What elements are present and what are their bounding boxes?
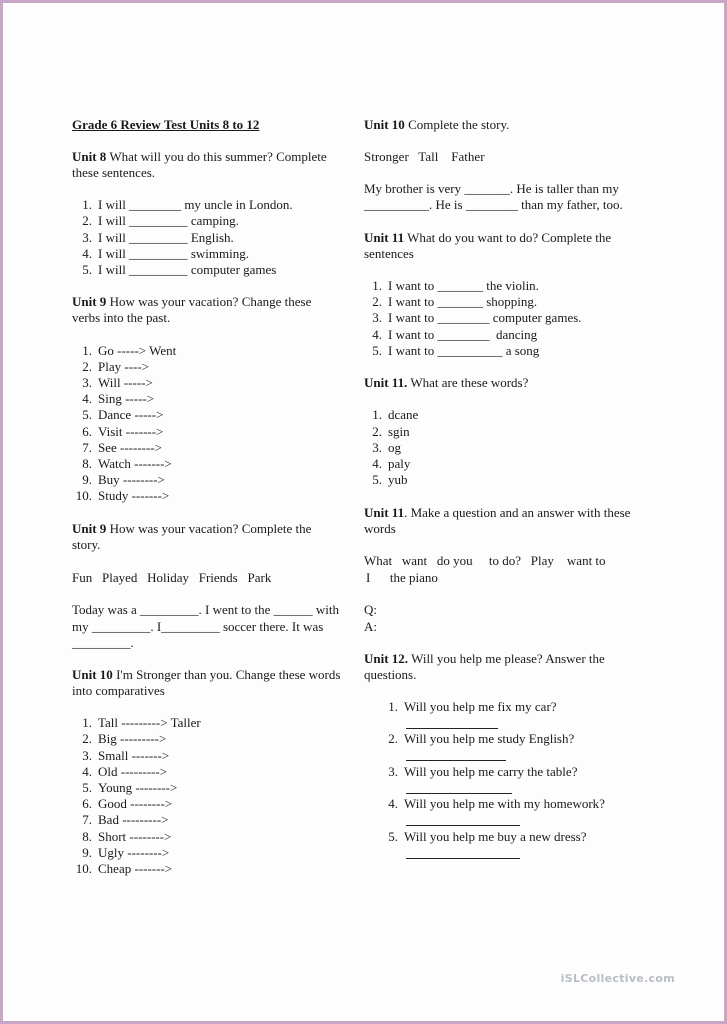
unit10-comparatives-instruction-2: into comparatives bbox=[72, 683, 165, 698]
list-item: 4. paly bbox=[372, 456, 411, 471]
unit8-instruction-2: these sentences. bbox=[72, 165, 156, 180]
unit10-word-bank: Stronger Tall Father bbox=[364, 149, 485, 164]
unit11-want-instruction-2: sentences bbox=[364, 246, 414, 261]
list-item: 8. Watch -------> bbox=[82, 456, 172, 471]
unit11-word-bank-1: What want do you to do? Play want to bbox=[364, 553, 606, 568]
unit10-story-heading: Unit 10 bbox=[364, 117, 405, 132]
unit10-comparatives-instruction: Unit 10 I'm Stronger than you. Change these words bbox=[72, 667, 341, 682]
list-item: 3. I want to ________ computer games. bbox=[372, 310, 582, 325]
list-item: 4. I will _________ swimming. bbox=[82, 246, 249, 261]
unit11-question-instruction: Unit 11. Make a question and an answer with these bbox=[364, 505, 631, 520]
list-item: 1. dcane bbox=[372, 407, 419, 422]
unit12-heading: Unit 12. bbox=[364, 651, 409, 666]
list-item: 3. Will -----> bbox=[82, 375, 153, 390]
answer-line bbox=[406, 846, 520, 863]
unit11-words-heading: Unit 11. bbox=[364, 375, 408, 390]
unit11-words-instruction: Unit 11. What are these words? bbox=[364, 375, 529, 390]
list-item: 4. Sing -----> bbox=[82, 391, 155, 406]
list-item: 7. See --------> bbox=[82, 440, 162, 455]
list-item: 5. I want to __________ a song bbox=[372, 343, 540, 358]
unit9-heading: Unit 9 bbox=[72, 294, 107, 309]
list-item: 3. Small -------> bbox=[82, 748, 170, 763]
list-item: 6. Good --------> bbox=[82, 796, 173, 811]
list-item: 9. Ugly --------> bbox=[82, 845, 170, 860]
list-item: 10. Study -------> bbox=[75, 488, 170, 503]
unit10-story-line-2: __________. He is ________ than my father, too. bbox=[364, 197, 623, 212]
unit8-instruction: Unit 8 What will you do this summer? Complete bbox=[72, 149, 327, 164]
unit10-story-instruction: Unit 10 Complete the story. bbox=[364, 117, 510, 132]
list-item: 5. Will you help me buy a new dress? bbox=[388, 829, 587, 844]
list-item: 2. sgin bbox=[372, 424, 410, 439]
list-item: 8. Short --------> bbox=[82, 829, 172, 844]
list-item: 2. Play ----> bbox=[82, 359, 150, 374]
unit11-want-instruction: Unit 11 What do you want to do? Complete the bbox=[364, 230, 612, 245]
list-item: 2. Big ---------> bbox=[82, 731, 167, 746]
unit11-question-instruction-2: words bbox=[364, 521, 396, 536]
unit11-question-heading: Unit 11 bbox=[364, 505, 405, 520]
list-item: 2. I will _________ camping. bbox=[82, 213, 239, 228]
list-item: 5. yub bbox=[372, 472, 408, 487]
unit12-instruction-2: questions. bbox=[364, 667, 417, 682]
unit9-story-heading: Unit 9 bbox=[72, 521, 107, 536]
list-item: 3. Will you help me carry the table? bbox=[388, 764, 578, 779]
list-item: 1. Will you help me fix my car? bbox=[388, 699, 557, 714]
list-item: 5. Dance -----> bbox=[82, 407, 164, 422]
list-item: 7. Bad ---------> bbox=[82, 812, 169, 827]
list-item: 1. Go -----> Went bbox=[82, 343, 177, 358]
worksheet-title: Grade 6 Review Test Units 8 to 12 bbox=[72, 117, 260, 132]
question-label: Q: bbox=[364, 602, 377, 617]
worksheet-page bbox=[4, 4, 723, 1020]
answer-line bbox=[406, 813, 520, 830]
list-item: 4. Old ---------> bbox=[82, 764, 168, 779]
unit10-heading: Unit 10 bbox=[72, 667, 113, 682]
unit10-story-line-1: My brother is very _______. He is taller than my bbox=[364, 181, 619, 196]
list-item: 6. Visit -------> bbox=[82, 424, 164, 439]
unit9-word-bank: Fun Played Holiday Friends Park bbox=[72, 570, 272, 585]
unit8-heading: Unit 8 bbox=[72, 149, 107, 164]
list-item: 1. I want to _______ the violin. bbox=[372, 278, 539, 293]
answer-line bbox=[406, 748, 506, 765]
unit9-story-instruction-2: story. bbox=[72, 537, 101, 552]
watermark-text: iSLCollective.com bbox=[560, 972, 675, 985]
unit9-story-line-2: my _________. I_________ soccer there. It was bbox=[72, 619, 324, 634]
unit9-story-line-3: _________. bbox=[72, 635, 134, 650]
list-item: 5. I will _________ computer games bbox=[82, 262, 277, 277]
list-item: 4. I want to ________ dancing bbox=[372, 327, 538, 342]
list-item: 1. Tall ---------> Taller bbox=[82, 715, 201, 730]
answer-label: A: bbox=[364, 619, 377, 634]
list-item: 3. I will _________ English. bbox=[82, 230, 234, 245]
list-item: 5. Young --------> bbox=[82, 780, 178, 795]
list-item: 9. Buy --------> bbox=[82, 472, 165, 487]
unit9-past-instruction: Unit 9 How was your vacation? Change these bbox=[72, 294, 312, 309]
unit9-past-instruction-2: verbs into the past. bbox=[72, 310, 171, 325]
list-item: 4. Will you help me with my homework? bbox=[388, 796, 605, 811]
unit12-instruction: Unit 12. Will you help me please? Answer the bbox=[364, 651, 605, 666]
list-item: 10. Cheap -------> bbox=[75, 861, 173, 876]
unit11-heading: Unit 11 bbox=[364, 230, 405, 245]
list-item: 2. Will you help me study English? bbox=[388, 731, 575, 746]
list-item: 3. og bbox=[372, 440, 401, 455]
list-item: 1. I will ________ my uncle in London. bbox=[82, 197, 293, 212]
unit11-word-bank-2: I the piano bbox=[366, 570, 438, 585]
unit9-story-line-1: Today was a _________. I went to the ______ with bbox=[72, 602, 339, 617]
unit9-story-instruction: Unit 9 How was your vacation? Complete the bbox=[72, 521, 312, 536]
list-item: 2. I want to _______ shopping. bbox=[372, 294, 538, 309]
